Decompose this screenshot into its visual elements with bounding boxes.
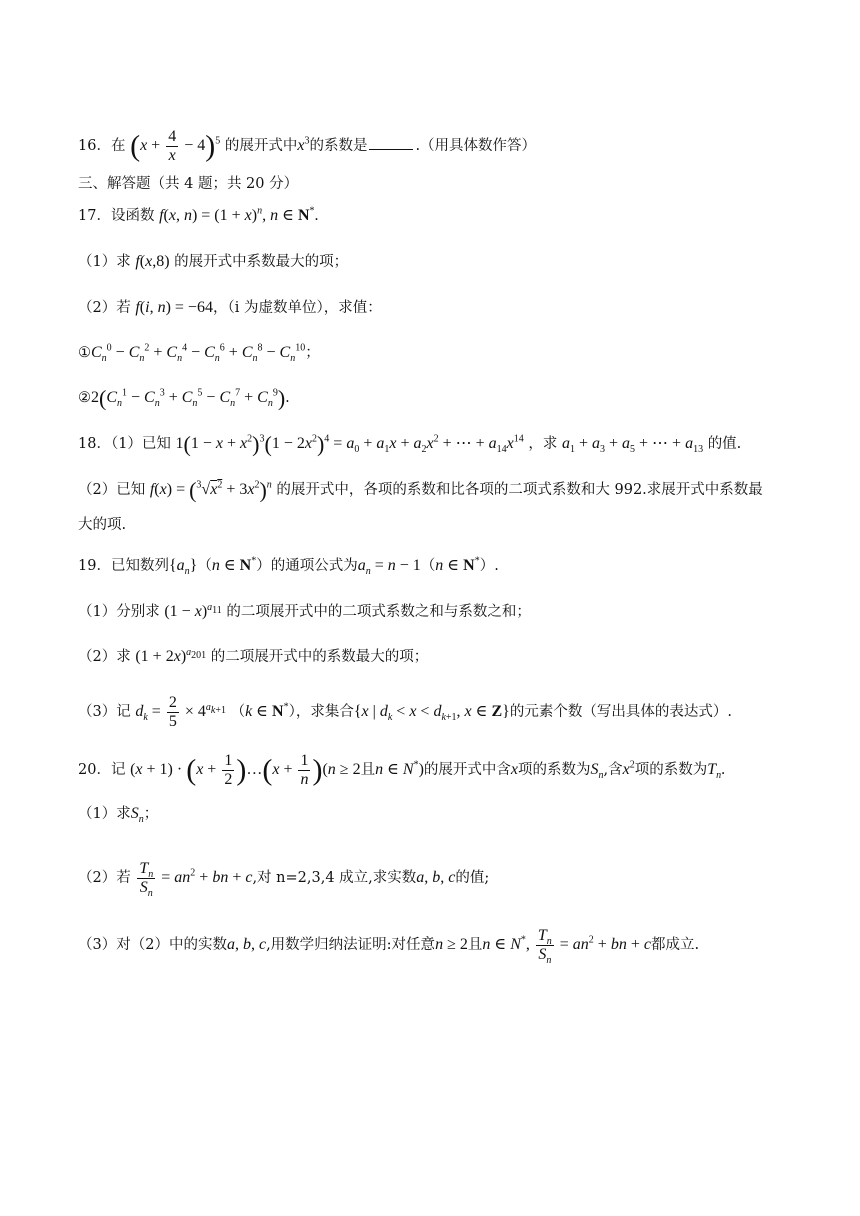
- section-title: 三、解答题（共 4 题；共 20 分）: [78, 176, 299, 192]
- question-19-part-2: （2）求 $(1 + 2x)^{a_{201}}$ 的二项展开式中的系数最大的项；: [78, 646, 429, 665]
- question-18-part-1: 18．（1）已知 $1(1 - x + x^2)^3(1 - 2x^2)^4 = a_0 + a_1x + a_2x^2$ + ⋯ + $a_{14}x^{14}$ ，求 $a_1 + a_3 + a_5$ + ⋯ + $a_{13}$ 的值.: [78, 431, 742, 457]
- question-17-part-1: （1）求 f(x,8) 的展开式中系数最大的项；: [78, 253, 349, 270]
- question-20-part-1: （1）求$S_n$；: [78, 805, 159, 826]
- question-19-stem: 19．已知数列$\{a_n\}(n$ ∈ N*）的通项公式为$a_n = n - 1(n$ ∈ N*）.: [78, 555, 499, 578]
- question-20-part-2: （2）若 $\frac{T_n}{S_n}$ = $an^2$ + bn + c,对 n=2,3,4 成立,求实数a, b, c的值;: [78, 860, 490, 900]
- question-20-part-3: （3）对（2）中的实数a, b, c,用数学归纳法证明:对任意n ≥ 2且n ∈ N*, $\frac{T_n}{S_n}$ = $an^2$ + bn + c都成立.: [78, 927, 700, 967]
- question-16: 16．在 (x + $\frac{4}{x}$ − 4)$^5$ 的展开式中$x^3$的系数是 .（用具体数作答）: [78, 128, 537, 164]
- question-19-part-1: （1）分别求 $(1 - x)^{a_{11}}$ 的二项展开式中的二项式系数之和与系数之和；: [78, 601, 531, 620]
- question-18-part-2: （2）已知 $f(x) = (^3√x^2 + 3x^2)^n$ 的展开式中，各项的系数和比各项的二项式系数和大 992.求展开式中系数最: [78, 477, 763, 503]
- question-17-part-2: （2）若 f(i, n) = −64，（i 为虚数单位），求值：: [78, 299, 382, 316]
- question-17-stem: 17．设函数 f(x, $n) = (1 + x)^n$, n ∈ N*.: [78, 205, 319, 224]
- q16-tail: 的展开式中: [224, 138, 298, 155]
- question-20-stem: 20．记 (x + 1) · (x + $\frac{1}{2}$ )…(x + $\frac{1}{n}$ )(n ≥ 2且n ∈ N*)的展开式中含x项的系数为$S_n$,含$x^2$项的系数为$T_n$.: [78, 752, 726, 788]
- question-19-part-3: （3）记 $d_k$ = $\frac{2}{5}$ × $4^{a_{k+1}}$ （k ∈ N*），求集合{x | $d_k < x < d_{k+1}$, x ∈ Z}的元素个数（写出具体的表达式）.: [78, 694, 732, 730]
- q16-number: 16．在: [78, 138, 126, 155]
- question-17-item-1: $①C_n^0 - C_n^2 + C_n^4 - C_n^6 + C_n^8 - C_n^{10}$；: [78, 342, 320, 365]
- question-17-item-2: $②2(C_n^1 - C_n^3 + C_n^5 - C_n^7 + C_n^9)$.: [78, 385, 290, 411]
- answer-blank: [369, 149, 413, 150]
- question-18-part-2-cont: 大的项.: [78, 517, 127, 533]
